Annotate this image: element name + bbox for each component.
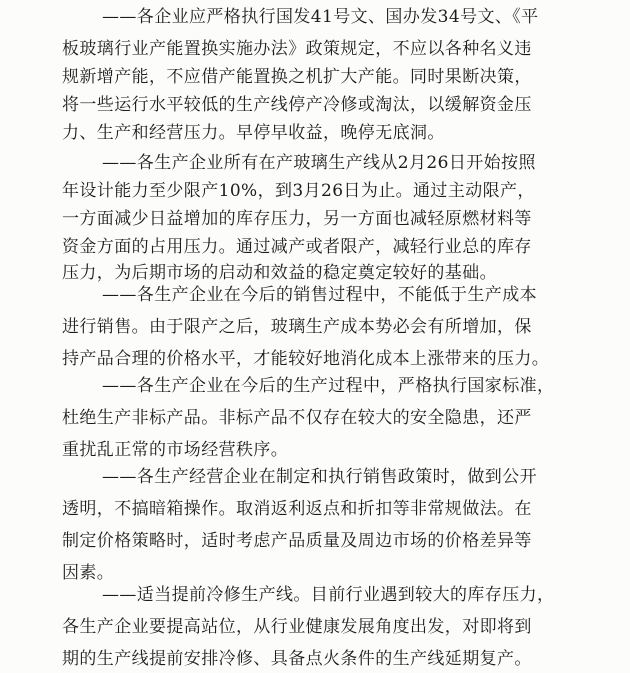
- paragraph-4-line-3: 重扰乱正常的市场经营秩序。: [62, 440, 289, 460]
- paragraph-2-line-3: 一方面减少日益增加的库存压力，另一方面也减轻原燃材料等: [62, 209, 532, 229]
- paragraph-6-line-1: ——适当提前冷修生产线。目前行业遇到较大的库存压力，: [102, 585, 555, 605]
- paragraph-1-line-2: 板玻璃行业产能置换实施办法》政策规定，不应以各种名义违: [62, 39, 532, 59]
- paragraph-1-line-4: 将一些运行水平较低的生产线停产冷修或淘汰，以缓解资金压: [62, 95, 532, 115]
- paragraph-1-line-1: ——各企业应严格执行国发41号文、国办发34号文、《平: [102, 7, 539, 27]
- paragraph-2-line-5: 压力，为后期市场的启动和效益的稳定奠定较好的基础。: [62, 263, 497, 283]
- paragraph-2-line-4: 资金方面的占用压力。通过减产或者限产，减轻行业总的库存: [62, 237, 532, 257]
- paragraph-5-line-3: 制定价格策略时，适时考虑产品质量及周边市场的价格差异等: [62, 531, 532, 551]
- paragraph-5-line-1: ——各生产经营企业在制定和执行销售政策时，做到公开: [102, 467, 537, 487]
- paragraph-3-line-2: 进行销售。由于限产之后，玻璃生产成本势必会有所增加，保: [62, 317, 532, 337]
- paragraph-1-line-5: 力、生产和经营压力。早停早收益，晚停无底洞。: [62, 123, 445, 143]
- paragraph-3-line-3: 持产品合理的价格水平，才能较好地消化成本上涨带来的压力。: [62, 349, 550, 369]
- paragraph-2-line-2: 年设计能力至少限产10%，到3月26日为止。通过主动限产，: [62, 181, 535, 201]
- paragraph-6-line-3: 期的生产线提前安排冷修、具备点火条件的生产线延期复产。: [62, 649, 532, 669]
- paragraph-4-line-2: 杜绝生产非标产品。非标产品不仅存在较大的安全隐患，还严: [62, 408, 532, 428]
- paragraph-5-line-2: 透明，不搞暗箱操作。取消返利返点和折扣等非常规做法。在: [62, 499, 532, 519]
- paragraph-4-line-1: ——各生产企业在今后的生产过程中，严格执行国家标准，: [102, 376, 555, 396]
- paragraph-2-line-1: ——各生产企业所有在产玻璃生产线从2月26日开始按照: [102, 153, 536, 173]
- paragraph-3-line-1: ——各生产企业在今后的销售过程中，不能低于生产成本: [102, 285, 537, 305]
- paragraph-6-line-2: 各生产企业要提高站位，从行业健康发展角度出发，对即将到: [62, 617, 532, 637]
- paragraph-5-line-4: 因素。: [62, 563, 115, 583]
- paragraph-1-line-3: 规新增产能，不应借产能置换之机扩大产能。同时果断决策，: [62, 67, 532, 87]
